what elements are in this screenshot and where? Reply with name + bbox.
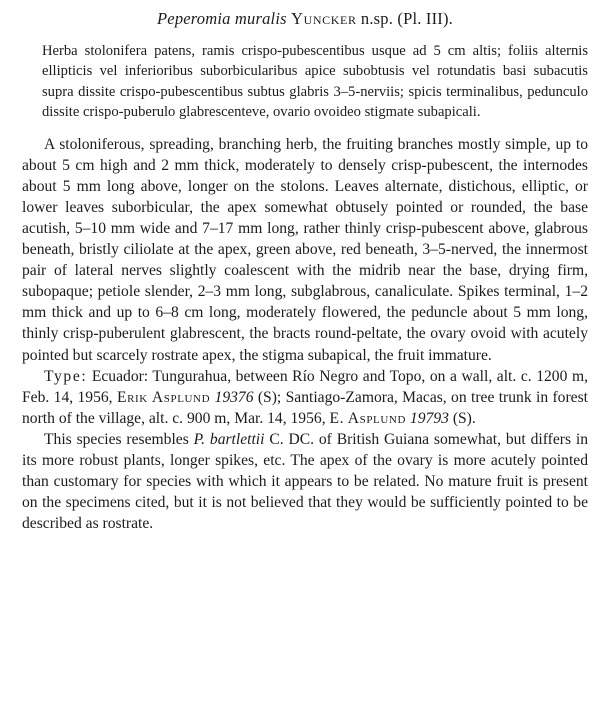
- herbarium-code-1: (S);: [257, 388, 282, 406]
- discussion-lead: This species resembles: [44, 430, 189, 448]
- collector-name-2: E. Asplund: [329, 409, 407, 427]
- compared-species: P. bartlettii: [193, 430, 265, 448]
- type-paragraph: [22, 366, 588, 429]
- type-text-2: Santiago-Zamora, Macas, on tree trunk in forest north of the village, alt. c. 900 m, Mar. 14, 1956,: [22, 388, 588, 427]
- heading-suffix: n.sp. (Pl. III).: [360, 9, 453, 28]
- discussion-paragraph: [22, 429, 588, 534]
- english-description: A stoloniferous, spreading, branching herb, the fruiting branches mostly simple, up to about 5 cm high and 2 mm thick, moderately to densely crisp-pubescent, the internodes about 5 mm long above, longer on the stolons. Leaves alternate, distichous, elliptic, or lower leaves suborbicular, the apex somewhat obtusely pointed or rounded, the base acutish, 5–10 mm wide and 7–17 mm long, rather thinly crisp-pubescent above, glabrous beneath, bristly ciliolate at the apex, green above, red beneath, 3–5-nerved, the innermost pair of lateral nerves slightly coalescent with the midrib near the base, drying firm, subopaque; petiole slender, 2–3 mm long, subglabrous, canaliculate. Spikes terminal, 1–2 mm thick and up to 6–8 cm long, moderately flowered, the peduncle about 5 mm long, thinly crisp-puberulent glabrescent, the bracts round-peltate, the ovary ovoid with acutely pointed but scarcely rostrate apex, the stigma subapical, the fruit immature.: [22, 135, 588, 364]
- discussion-rest: C. DC. of British Guiana somewhat, but differs in its more robust plants, longer spikes, etc. The apex of the ovary is more acutely pointed than customary for species with which it appears to be related. No mature fruit is present on the specimens cited, but it is not believed that they would be sufficiently pointed to be described as rostrate.: [22, 430, 588, 533]
- species-name: Peperomia muralis: [157, 9, 287, 28]
- collection-number-1: 19376: [214, 388, 254, 406]
- species-author: Yuncker: [291, 9, 357, 28]
- herbarium-code-2: (S).: [452, 409, 476, 427]
- collection-number-2: 19793: [409, 409, 449, 427]
- type-text-1: Ecuador: Tungurahua, between Río Negro and Topo, on a wall, alt. c. 1200 m, Feb. 14, 1956,: [22, 367, 588, 406]
- collector-name-1: Erik Asplund: [116, 388, 211, 406]
- species-heading: [22, 8, 588, 30]
- latin-description: Herba stolonifera patens, ramis crispo-pubescentibus usque ad 5 cm altis; foliis alternis ellipticis vel inferioribus suborbicularibus apice subobtusis vel rotundatis basi subacutis supra dissite crispo-pubescentibus subtus glabris 3–5-nerviis; spicis terminalibus, pedunculo dissite crispo-puberulo glabrescenteve, ovario ovoideo stigmate subapicali.: [42, 43, 588, 121]
- type-label: Type:: [44, 367, 88, 385]
- document-page: [22, 8, 588, 534]
